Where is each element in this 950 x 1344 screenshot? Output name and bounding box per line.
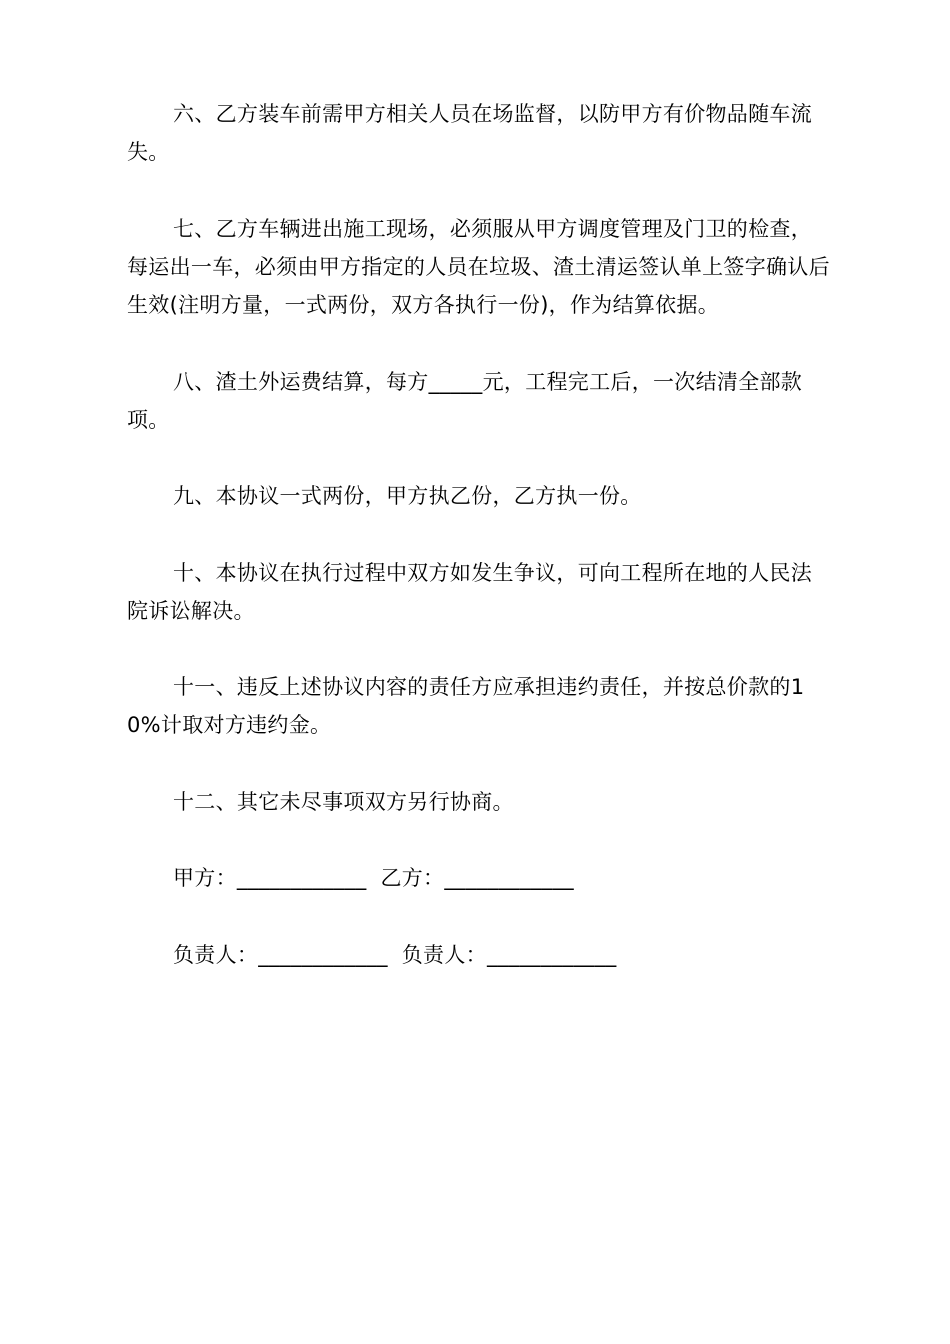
- clause-eight: 八、渣土外运费结算，每方_____元，工程完工后，一次结清全部款项。: [127, 370, 803, 432]
- clause-eleven: 十一、违反上述协议内容的责任方应承担违约责任，并按总价款的10%计取对方违约金。: [127, 675, 805, 737]
- party-signature-line: 甲方：____________ 乙方：____________: [173, 866, 574, 890]
- clause-ten: 十、本协议在执行过程中双方如发生争议，可向工程所在地的人民法院诉讼解决。: [127, 561, 812, 623]
- clause-twelve: 十二、其它未尽事项双方另行协商。: [173, 790, 514, 814]
- clause-six: 六、乙方装车前需甲方相关人员在场监督，以防甲方有价物品随车流失。: [127, 102, 812, 164]
- clause-nine: 九、本协议一式两份，甲方执乙份，乙方执一份。: [173, 484, 642, 508]
- clause-seven: 七、乙方车辆进出施工现场，必须服从甲方调度管理及门卫的检查，每运出一车，必须由甲方指定的人员在垃圾、渣土清运签认单上签字确认后生效(注明方量，一式两份，双方各执行一份)，作为结算依据。: [127, 217, 830, 317]
- responsible-signature-line: 负责人：____________ 负责人：____________: [173, 943, 617, 967]
